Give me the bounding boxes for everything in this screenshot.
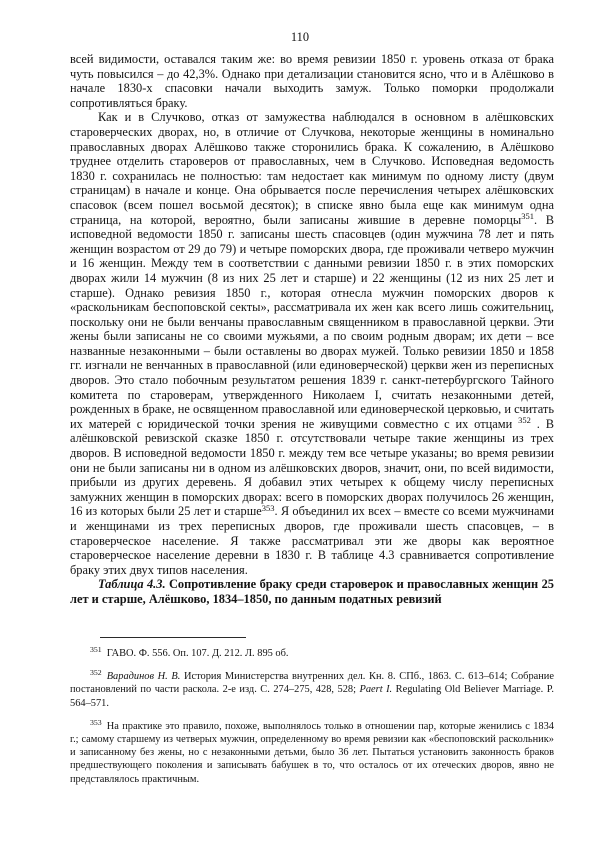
footnote-text: На практике это правило, похоже, выполнялось только в отношении пар, которые женились с 1834 г.; самому старшему из четверых мужчин, определенному во время ревизии как «беспоповский раскольник» и записанному без жены, но с незаконными детьми, было 36 лет. Пытаться установить законность браков предшествующего поколения и записывать бабушек в то, что осталось от их отеческих дворов, явно не представлялось практичным. <box>70 720 554 785</box>
footnote-author-italic: Варадинов Н. В. <box>106 671 181 683</box>
footnote-ref-352: 352 <box>518 415 531 426</box>
footnote-marker-351: 351 <box>90 645 102 655</box>
body-text <box>70 52 554 607</box>
footnote-text: ГАВО. Ф. 556. Оп. 107. Д. 212. Л. 895 об. <box>106 648 289 659</box>
body-paragraph-2 <box>70 110 554 577</box>
table-caption-text: Сопротивление браку среди староверок и православных женщин 25 лет и старше, Алёшково, 1834–1850, по данным податных ревизий <box>70 577 554 606</box>
footnote-author-italic: Paert I. <box>359 684 393 696</box>
footnote-text: Regulating Old Believer Marriage. P. 564–571. <box>70 684 554 709</box>
footnote-separator <box>100 637 246 638</box>
page-content <box>70 52 554 607</box>
footnote-text: История Министерства внутренних дел. Кн. 8. СПб., 1863. С. 613–614; Собрание постановлений по части раскола. 2-е изд. С. 274–275, 428, 528; <box>70 671 554 696</box>
footnotes-section <box>70 647 554 796</box>
footnote-ref-351: 351 <box>521 211 534 222</box>
footnote-marker-353: 353 <box>90 718 102 728</box>
footnote-353 <box>70 720 554 786</box>
paragraph-text: всей видимости, оставался таким же: во время ревизии 1850 г. уровень отказа от брака чуть повысился – до 42,3%. Однако при детализации становится ясно, что и в Алёшково в начале 1830-х спасовки начали выходить замуж. Только поморки продолжали сопротивляться браку. <box>70 52 554 110</box>
footnote-marker-352: 352 <box>90 668 102 678</box>
table-caption-label: Таблица 4.3. <box>98 577 166 592</box>
paragraph-text: Как и в Случково, отказ от замужества наблюдался в основном в алёшковских староверческих дворах, но, в отличие от Случкова, некоторые женщины в номинально православных дворах Алёшково также сторонились брака. К сожалению, в Алёшково труднее отделить староверов от православных, чем в Случково. Исповедная ведомость 1830 г. сохранилась не полностью: там недостает как минимум по одному листу (двум страницам) в начале и конце. Она обрывается после перечисления четырех алёшковских спасовок (всем пошел восьмой десяток); в списке явно была еще как минимум одна страница, на которой, вероятно, были записаны жившие в деревне поморцы <box>70 110 554 227</box>
table-caption <box>70 577 554 606</box>
body-paragraph-1 <box>70 52 554 110</box>
page-number: 110 <box>290 30 310 44</box>
footnote-352 <box>70 670 554 710</box>
paragraph-text: . В алёшковской ревизской сказке 1850 г. отсутствовали четыре такие женщины из трех дворов. В исповедной ведомости 1850 г. между тем все четыре указаны; во время ревизии они не были записаны ни в одном из алёшковских дворов, значит, они, по всей видимости, прибыли из других деревень. Я добавил этих четырех к общему числу переписных замужних женщин в поморских дворах: всего в поморских дворах получилось 26 женщин, 16 из которых были 25 лет и старше <box>70 416 554 519</box>
paragraph-text: . Я объединил их всех – вместе со всеми мужчинами и женщинами из трех переписных дворов, где проживали шесть спасовцев, – в староверческое население. Я также рассматривал эти же дворы как вероятное староверческое население деревни в 1830 г. В таблице 4.3 сравнивается сопротивление браку этих двух типов населения. <box>70 504 554 577</box>
paragraph-text: . В исповедной ведомости 1850 г. записаны шесть спасовцев (один мужчина 78 лет и пять женщин возрастом от 29 до 79) и четыре поморских двора, где проживали четверо мужчин и 16 женщин. Между тем в соответствии с данными ревизии 1850 г. в этих поморских дворах жили 14 мужчин (8 из них 25 лет и старше) и 22 женщины (12 из них 25 лет и старше). Однако ревизия 1850 г., которая отнесла мужчин поморских дворов к «раскольникам беспоповской секты», рассматривала их жен как всего лишь сожительниц, поскольку они не были венчаны православным священником в православной церкви. Эти жены были записаны не со своими мужьями, а по своим родным дворам; их дети – все названные незаконными – были оставлены во дворах мужей. Только ревизии 1850 и 1858 гг. изгнали не венчанных в православной (или единоверческой) церкви жен из переписных дворов. Это стало побочным результатом решения 1839 г. санкт-петербургского Тайного комитета по староверам, утвержденного Николаем I, считать незаконными детей, рожденных в браке, не освященном православной или единоверческой церковью, и считать их матерей с юридической точки зрения не живущими совместно с их отцами <box>70 212 554 431</box>
footnote-351 <box>70 647 554 660</box>
footnote-ref-353: 353 <box>261 502 275 513</box>
